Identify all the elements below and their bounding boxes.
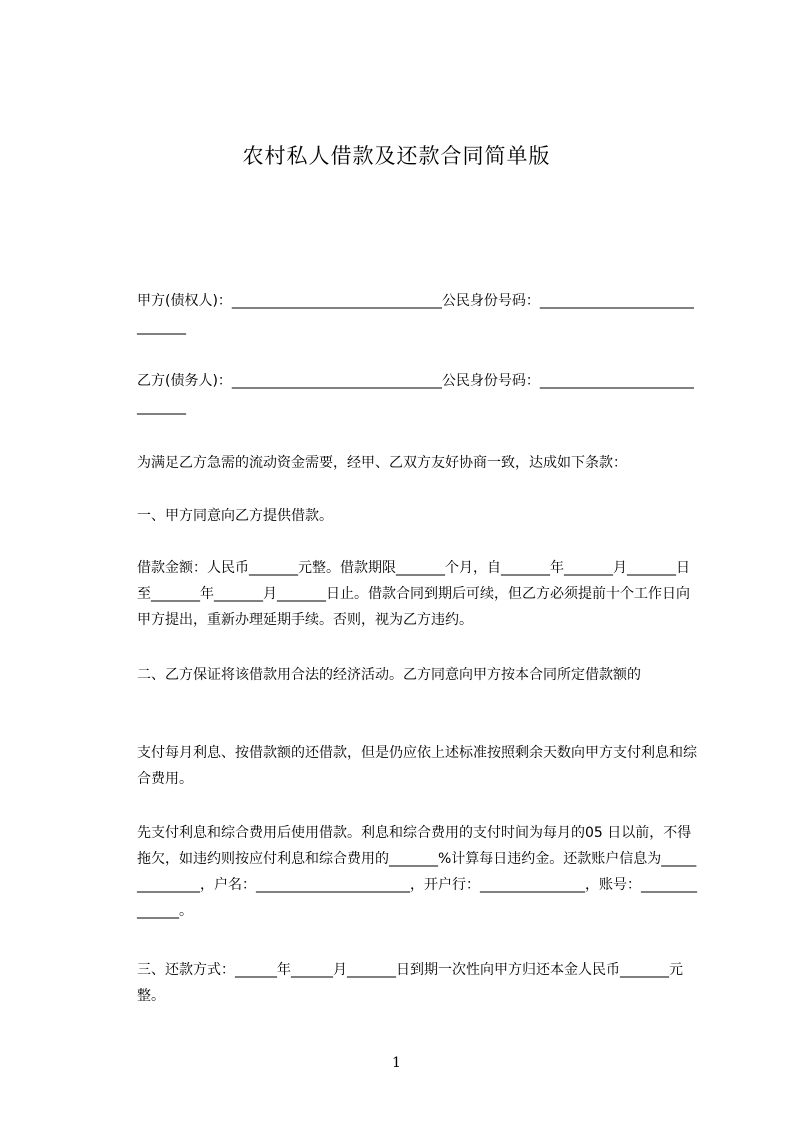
clause-2-body-2: 先支付利息和综合费用后使用借款。利息和综合费用的支付时间为每月的05 日以前，不得拖欠，如违约则按应付利息和综合费用的_______%计算每日违约金。还款账户信息为______________，户名：______________________，开户行：_______________，账号：______________。 xyxy=(137,825,697,919)
clause-3: 三、还款方式：______年______月_______日到期一次性向甲方归还本金人民币_______元整。 xyxy=(137,962,683,1004)
clause-1-heading: 一、甲方同意向乙方提供借款。 xyxy=(137,508,333,524)
party-b-line: 乙方(债务人)：______________________________公民身份号码：_____________________________ xyxy=(137,373,694,415)
clause-2-body-1: 支付每月利息、按借款额的还借款，但是仍应依上述标准按照剩余天数向甲方支付利息和综合费用。 xyxy=(137,745,697,787)
intro-paragraph: 为满足乙方急需的流动资金需要，经甲、乙双方友好协商一致，达成如下条款： xyxy=(137,455,627,471)
document-title: 农村私人借款及还款合同简单版 xyxy=(242,144,551,168)
clause-2-heading: 二、乙方保证将该借款用合法的经济活动。乙方同意向甲方按本合同所定借款额的 xyxy=(137,667,641,683)
party-a-line: 甲方(债权人)：______________________________公民身份号码：_____________________________ xyxy=(137,293,694,335)
clause-1-body: 借款金额：人民币_______元整。借款期限_______个月，自_______年_______月_______日至_______年_______月_______日止。借款合同到期后可续，但乙方必须提前十个工作日向甲方提出，重新办理延期手续。否则，视为乙方违约。 xyxy=(137,560,690,628)
page-number: 1 xyxy=(392,1055,401,1071)
